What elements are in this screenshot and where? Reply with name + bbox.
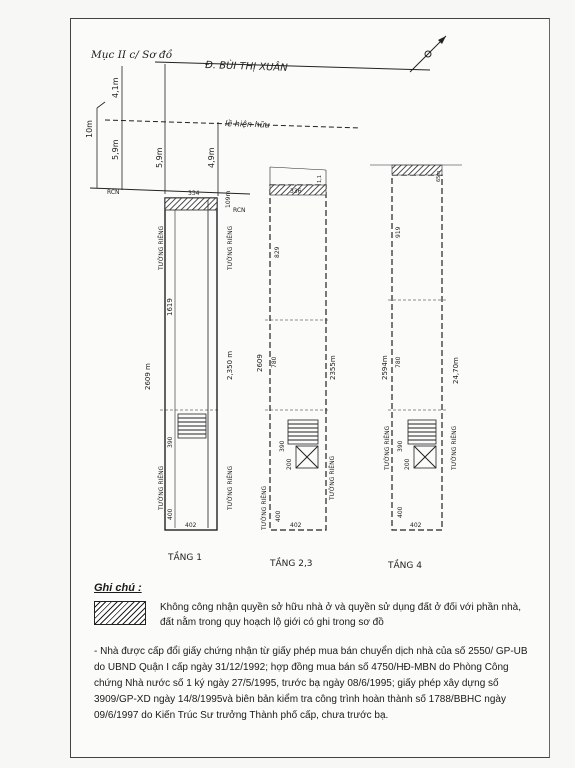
stair-icon	[178, 414, 206, 438]
hatched-zone	[392, 165, 442, 175]
f23-dim-390: 390	[279, 440, 286, 452]
f1-wall-right: TƯỜNG RIÊNG	[227, 225, 234, 270]
stair-icon	[408, 420, 436, 444]
f4-caption: TẦNG 4	[388, 561, 422, 571]
f4-dim-200: 200	[404, 458, 411, 470]
f4-top-small: 65m	[436, 170, 442, 182]
f4-dim-2470: 24,70m	[452, 357, 460, 384]
setback-label: lề hiện hữu	[224, 119, 270, 130]
stair-icon	[288, 420, 318, 444]
f1-wall-right-low: TƯỜNG RIÊNG	[227, 465, 234, 510]
f1-dim-1619: 1619	[166, 298, 174, 316]
street-name: Đ. BÙI THỊ XUÂN	[204, 60, 288, 74]
notes-section	[94, 582, 534, 724]
street-line	[155, 62, 430, 70]
f1-top-width: 334	[188, 190, 200, 197]
notes-paragraph: - Nhà được cấp đổi giấy chứng nhận từ giấy phép mua bán chuyển dịch nhà của số 2550/ GP-UB do UBND Quận I cấp ngày 31/12/1992; hợp đồng mua bán số 4750/HĐ-MBN do Phòng Công chứng Nhà nước số 1 ký ngày 27/5/1995, trước bạ ngày 08/6/1995; giấy phép xây dựng số 3909/GP-XD ngày 14/8/1995và biên bản kiểm tra công trình hoàn thành số 1788/BBHC ngày 09/6/1997 do Kiến Trúc Sư trưởng Thành phố cấp, chưa trước bạ.	[94, 646, 528, 721]
f1-caption: TẦNG 1	[168, 553, 202, 563]
f1-dim-390: 390	[167, 436, 174, 448]
rcn-label-right: RCN	[233, 207, 246, 214]
f23-dim-200: 200	[286, 458, 293, 470]
f4-wall-left: TƯỜNG RIÊNG	[384, 425, 391, 470]
f4-dim-2594: 2594m	[381, 355, 389, 380]
f23-bottom-width: 402	[290, 522, 302, 529]
f4-dim-780: 780	[395, 356, 402, 368]
f23-caption: TẦNG 2,3	[270, 559, 313, 569]
f23-dim-2609: 2609	[256, 354, 264, 372]
f4-bottom-inner: 400	[397, 506, 404, 518]
hatched-zone	[165, 198, 217, 210]
f23-wall-left: TƯỜNG RIÊNG	[261, 485, 268, 530]
f1-bottom-width: 402	[185, 522, 197, 529]
f1-right-top: 109m	[225, 190, 232, 208]
dim-right-back: 4,9m	[207, 147, 216, 168]
f1-dim-2350: 2,350 m	[226, 350, 234, 380]
north-arrow-icon	[410, 36, 446, 72]
notes-heading: Ghi chú :	[94, 582, 142, 594]
f4-dim-390: 390	[397, 440, 404, 452]
dim-setback: 5,9m	[111, 139, 120, 160]
f1-wall-left-low: TƯỜNG RIÊNG	[158, 465, 165, 510]
f4-dim-919: 919	[395, 226, 402, 238]
f4-bottom-width: 402	[410, 522, 422, 529]
f23-wall-right: TƯỜNG RIÊNG	[329, 455, 336, 500]
dim-left-back: 5,9m	[155, 147, 164, 168]
f23-bottom-inner: 400	[275, 510, 282, 522]
hatch-legend-icon	[94, 601, 146, 625]
f23-dim-829: 829	[274, 246, 281, 258]
f23-dim-780: 780	[271, 356, 278, 368]
f1-bottom-inner: 400	[167, 508, 174, 520]
page-title: Mục II c/ Sơ đồ	[91, 49, 173, 61]
floor-23-plan	[256, 167, 337, 569]
legend-row	[94, 600, 534, 630]
f23-top-width: 336	[290, 188, 302, 195]
dim-road: 4,1m	[111, 77, 120, 98]
floor-4-plan	[370, 165, 462, 571]
f23-top-small: 1,1	[317, 175, 323, 183]
f1-dim-2609: 2609 m	[144, 363, 152, 390]
f4-wall-right: TƯỜNG RIÊNG	[451, 425, 458, 470]
floor-1-plan	[144, 190, 234, 563]
void-cross-icon	[414, 446, 436, 468]
dim-total: 10m	[85, 120, 94, 138]
f1-wall-left: TƯỜNG RIÊNG	[158, 225, 165, 270]
rcn-label-left: RCN	[107, 189, 120, 196]
void-cross-icon	[296, 446, 318, 468]
legend-text: Không công nhận quyền sở hữu nhà ở và quyền sử dụng đất ở đối với phần nhà, đất nằm trong quy hoạch lộ giới có ghi trong sơ đồ	[160, 602, 521, 628]
f23-dim-2355: 2355m	[329, 355, 337, 380]
